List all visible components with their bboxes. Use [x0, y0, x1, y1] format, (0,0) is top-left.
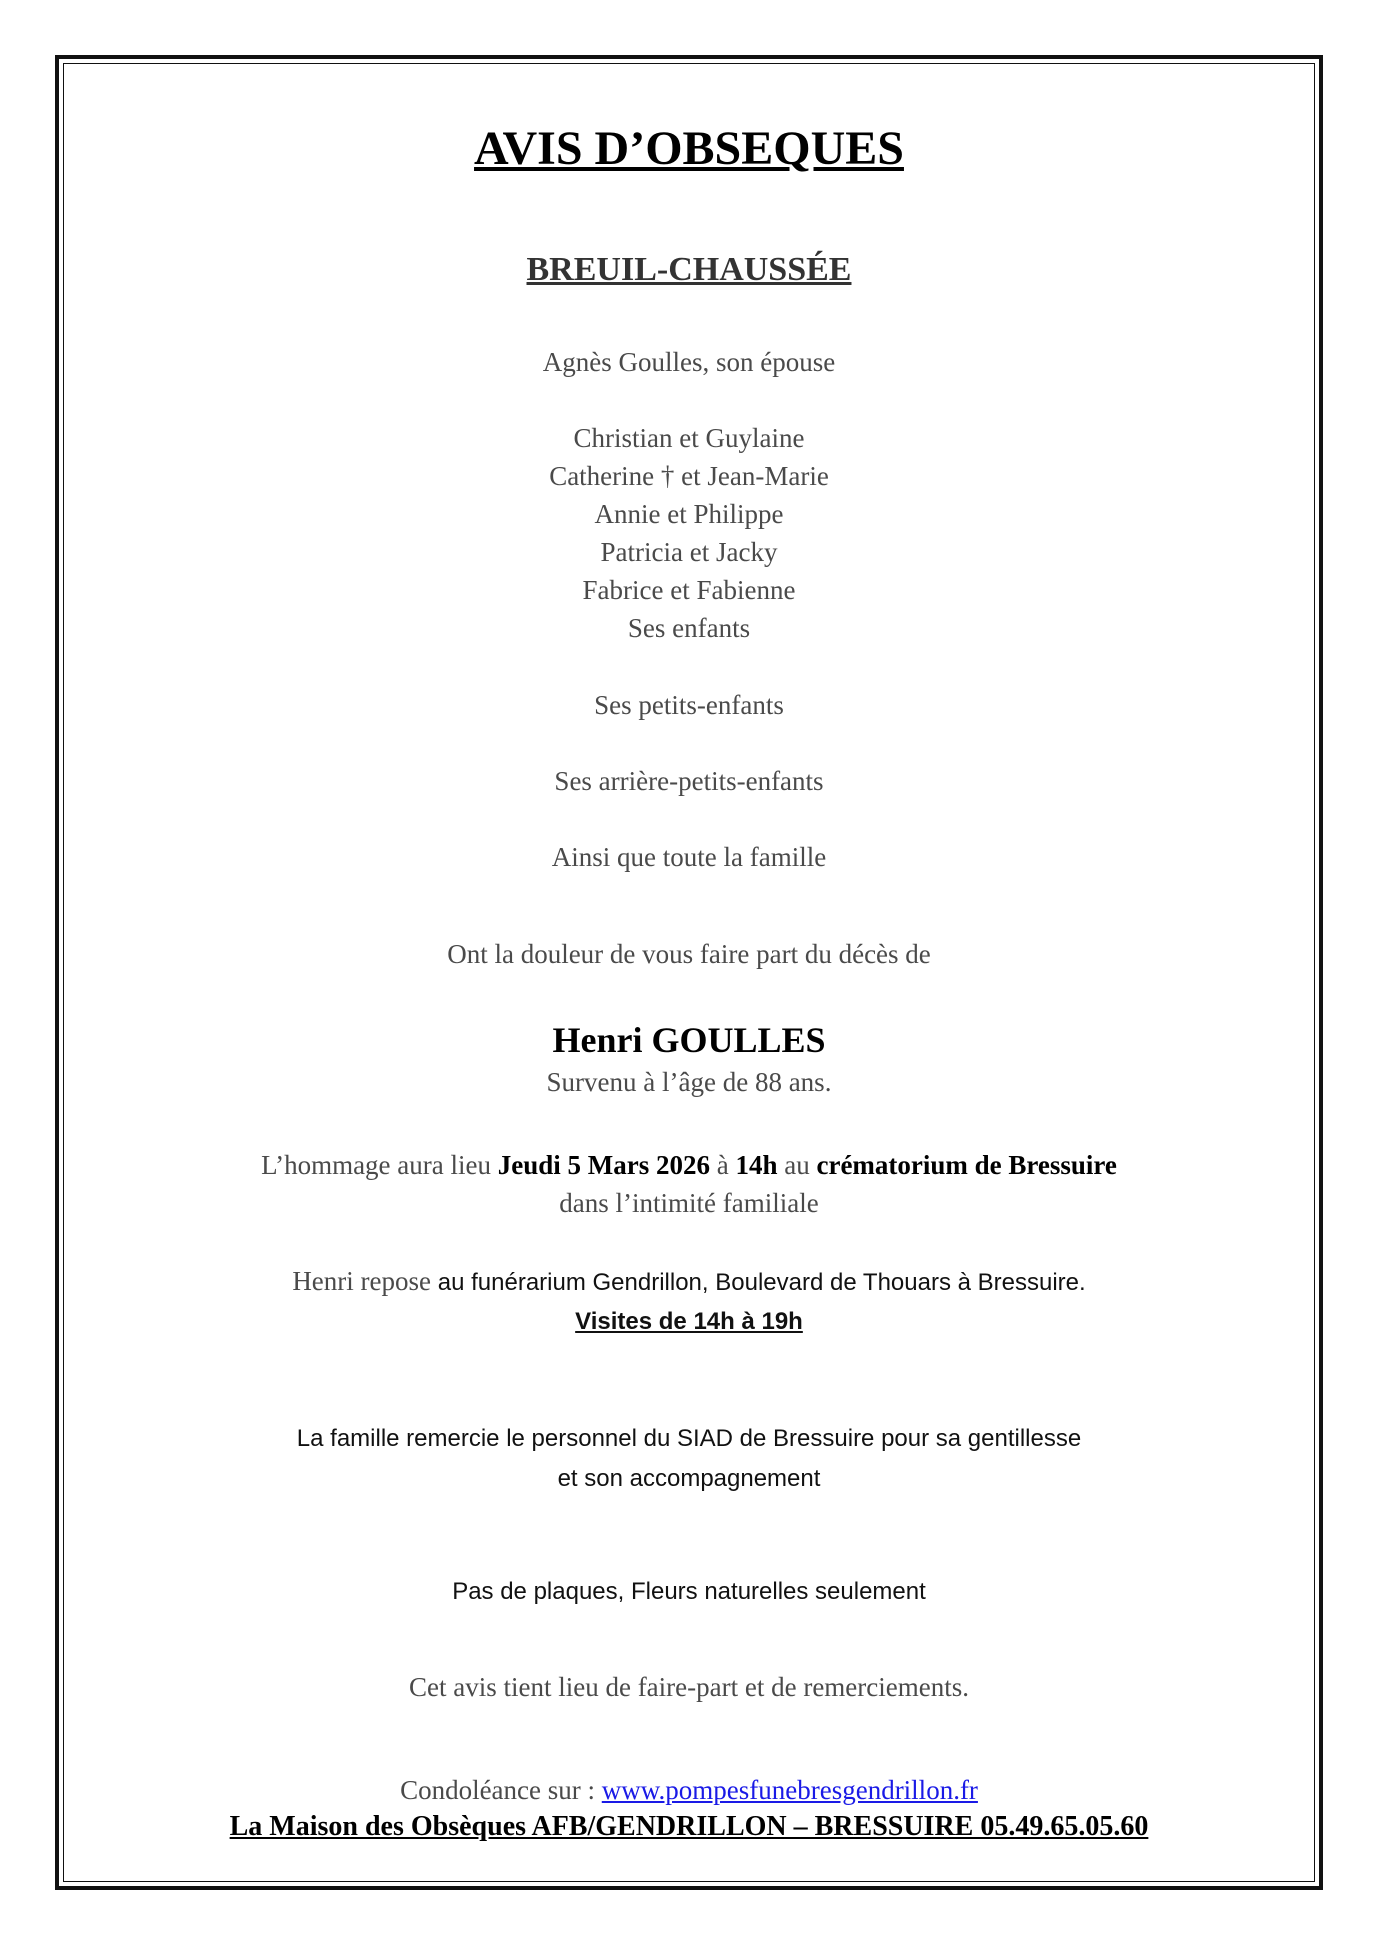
child-line: Annie et Philippe	[594, 499, 784, 529]
condolence-label: Condoléance sur :	[400, 1775, 602, 1805]
spouse-line: Agnès Goulles, son épouse	[542, 347, 836, 377]
flowers-line: Pas de plaques, Fleurs naturelles seulement	[452, 1578, 926, 1605]
age-line: Survenu à l’âge de 88 ans.	[546, 1067, 832, 1097]
ceremony-time: 14h	[735, 1150, 778, 1180]
thanks-line-1: La famille remercie le personnel du SIAD de Bressuire pour sa gentillesse	[296, 1425, 1082, 1452]
condolence-line	[63, 1775, 1315, 1806]
visits-line: Visites de 14h à 19h	[575, 1308, 803, 1335]
thanks-line-2: et son accompagnement	[557, 1465, 821, 1492]
page-border-inner	[63, 63, 1315, 1882]
ceremony-au: au	[777, 1150, 817, 1180]
ceremony-line-2: dans l’intimité familiale	[559, 1188, 819, 1218]
family-line: Ainsi que toute la famille	[551, 842, 827, 872]
notice-location: BREUIL-CHAUSSÉE	[526, 251, 852, 288]
deceased-name: Henri GOULLES	[552, 1020, 826, 1060]
child-line: Catherine † et Jean-Marie	[549, 461, 829, 491]
child-line: Christian et Guylaine	[573, 423, 805, 453]
child-line: Fabrice et Fabienne	[582, 575, 796, 605]
condolence-link[interactable]: www.pompesfunebresgendrillon.fr	[601, 1775, 978, 1805]
announcement-line: Ont la douleur de vous faire part du décès de	[447, 939, 931, 969]
ceremony-place: crématorium de Bressuire	[816, 1150, 1117, 1180]
rest-line	[63, 1266, 1315, 1297]
ceremony-line	[63, 1150, 1315, 1181]
ceremony-date: Jeudi 5 Mars 2026	[497, 1150, 710, 1180]
rest-place: au funérarium Gendrillon, Boulevard de Thouars à Bressuire.	[437, 1269, 1086, 1296]
child-line: Patricia et Jacky	[600, 537, 778, 567]
grandchildren-line: Ses petits-enfants	[594, 690, 784, 720]
note-line: Cet avis tient lieu de faire-part et de remerciements.	[409, 1672, 969, 1702]
ceremony-at: à	[709, 1150, 736, 1180]
ceremony-prefix: L’hommage aura lieu	[261, 1150, 498, 1180]
great-grandchildren-line: Ses arrière-petits-enfants	[554, 766, 824, 796]
children-label: Ses enfants	[627, 613, 751, 643]
rest-prefix: Henri repose	[292, 1266, 438, 1296]
footer-line: La Maison des Obsèques AFB/GENDRILLON – BRESSUIRE 05.49.65.05.60	[229, 1811, 1149, 1842]
notice-title: AVIS D’OBSEQUES	[474, 122, 904, 175]
